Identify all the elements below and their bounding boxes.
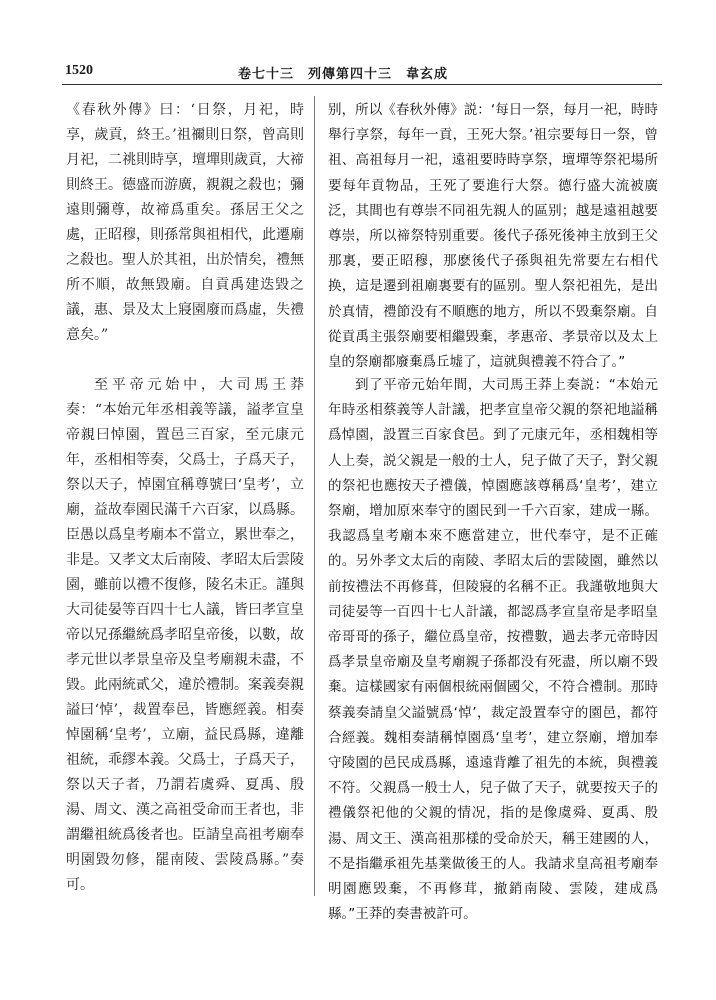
running-title: 卷七十三 列傳第四十三 韋玄成 [238, 67, 449, 82]
page-header [0, 0, 716, 100]
modern-translation-paragraph-1: 别，所以《春秋外傳》説：‘每日一祭，每月一祀，時時舉行享祭，每年一貢，王死大祭。’祖宗要每日一祭，曾祖、高祖每月一祀，遠祖要時時享祭，壇墠等祭祀場所要每年貢物品，王死了要進行大祭。德行盛大流被廣泛，其間也有尊崇不同祖先親人的區别；越是遠祖越要尊崇，所以禘祭特别重要。後代子孫死後神主放到王父那裏，要正昭穆，那麽後代子孫與祖先常要左右相代换，這是遷到祖廟裏要有的區别。聖人祭祀祖先，是出於真情，禮節没有不順應的地方，所以不毁棄祭廟。自從貢禹主張祭廟要相繼毁棄，孝惠帝、孝景帝以及太上皇的祭廟都廢棄爲丘墟了，這就與禮義不符合了。” [328, 102, 658, 371]
classical-text-paragraph-2: 至平帝元始中，大司馬王莽奏：“本始元年丞相義等議，謚孝宣皇帝親曰悼園，置邑三百家，至元康元年，丞相相等奏，父爲士，子爲天子，祭以天子，悼園宜稱尊號曰‘皇考’，立廟，益故奉園民滿千六百家，以爲縣。臣愚以爲皇考廟本不當立，累世奉之，非是。又孝文太后南陵、孝昭太后雲陵園，雖前以禮不復修，陵名未正。謹與大司徒晏等百四十七人議，皆曰孝宣皇帝以兄孫繼統爲孝昭皇帝後，以數，故孝元世以孝景皇帝及皇考廟親未盡，不毀。此兩統貳父，違於禮制。案義奏親謚曰‘悼’，裁置奉邑，皆應經義。相奏悼園稱‘皇考’，立廟，益民爲縣，違離祖統，乖繆本義。父爲士，子爲天子，祭以天子者，乃謂若虞舜、夏禹、殷湯、周文、漢之高祖受命而王者也，非謂繼祖統爲後者也。臣請皇高祖考廟奉明園毀勿修，罷南陵、雲陵爲縣。”奏可。 [66, 377, 304, 893]
page-number: 1520 [65, 63, 93, 78]
column-divider [314, 96, 315, 896]
header-rule [62, 84, 662, 85]
modern-translation-paragraph-2: 到了平帝元始年間，大司馬王莽上奏説：“本始元年時丞相蔡義等人計議，把孝宣皇帝父親的祭祀地謚稱爲悼園，設置三百家食邑。到了元康元年，丞相魏相等人上奏，説父親是一般的士人，兒子做了天子，對父親的祭祀也應按天子禮儀，悼園應該尊稱爲‘皇考’，建立祭廟，增加原來奉守的園民到一千六百家，建成一縣。我認爲皇考廟本來不應當建立，世代奉守，是不正確的。另外孝文太后的南陵、孝昭太后的雲陵園，雖然以前按禮法不再修葺，但陵寢的名稱不正。我謹敬地與大司徒晏等一百四十七人計議，都認爲孝宣皇帝是孝昭皇帝哥哥的孫子，繼位爲皇帝，按禮數，過去孝元帝時因爲孝景皇帝廟及皇考廟親子孫都没有死盡，所以廟不毁棄。這樣國家有兩個根統兩個國父，不符合禮制。那時蔡義奏請皇父謚號爲‘悼’，裁定設置奉守的園邑，都符合經義。魏相奏請稱悼園爲‘皇考’，建立祭廟，增加奉守陵園的邑民成爲縣，遠遠背離了祖先的本統，與禮義不符。父親爲一般士人，兒子做了天子，就要按天子的禮儀祭祀他的父親的情况，指的是像虞舜、夏禹、殷湯、周文王、漢高祖那樣的受命於天，稱王建國的人，不是指繼承祖先基業做後王的人。我請求皇高祖考廟奉明園應毁棄，不再修茸，撤銷南陵、雲陵，建成爲縣。”王莽的奏書被許可。 [328, 377, 658, 923]
classical-text-paragraph-1: 《春秋外傳》曰：‘日祭，月祀，時享，歲貢，終王。’祖禰則日祭，曾高則月祀，二祧則時享，壇墠則歲貢，大禘則終王。德盛而游廣，親親之殺也；彌遠則彌尊，故禘爲重矣。孫居王父之處，正昭穆，則孫常與祖相代，此遷廟之殺也。聖人於其祖，出於情矣，禮無所不順，故無毀廟。自貢禹建迭毀之議，惠、景及太上寢園廢而爲虛，失禮意矣。” [66, 102, 304, 343]
